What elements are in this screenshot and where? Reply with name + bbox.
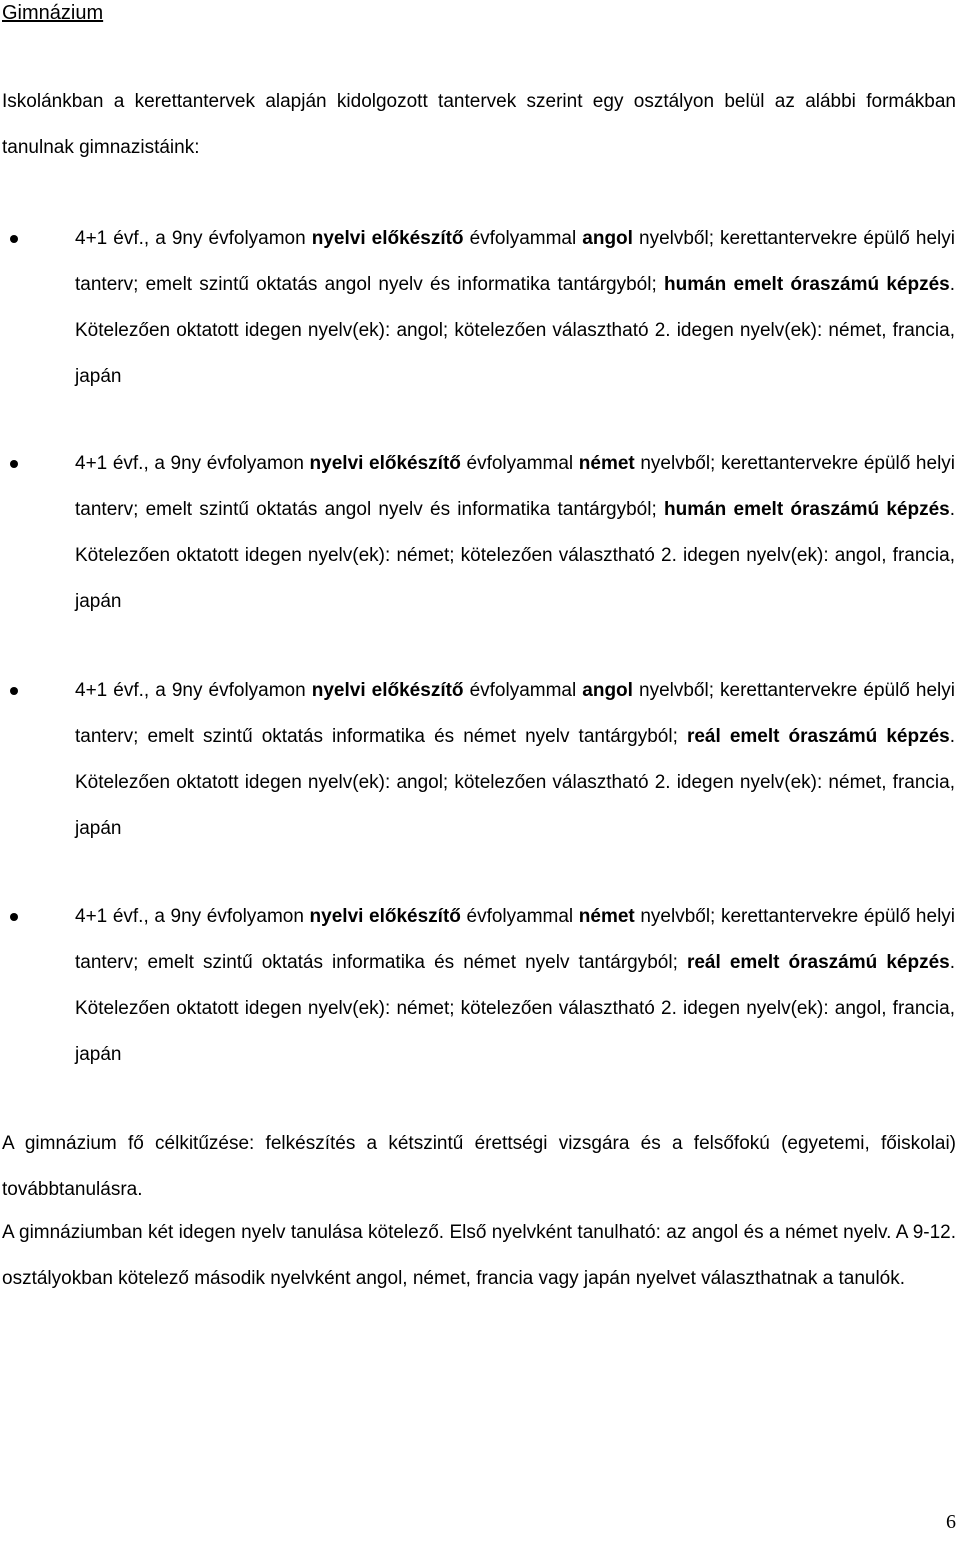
program-description xyxy=(75,894,955,1078)
text-run: nyelvből; kerettantervekre épülő helyi tanterv; emelt szintű oktatás informatika és német nyelv tantárgyból; xyxy=(75,680,955,747)
text-run: 4+1 évf., a 9ny évfolyamon xyxy=(75,228,312,249)
goal-paragraph: A gimnázium fő célkitűzése: felkészítés a kétszintű érettségi vizsgára és a felsőfokú (egyetemi, főiskolai) továbbtanulásra. xyxy=(2,1133,956,1200)
text-run: 4+1 évf., a 9ny évfolyamon xyxy=(75,906,310,927)
section-heading: Gimnázium xyxy=(2,2,104,24)
text-run: nyelvből; kerettantervekre épülő helyi tanterv; emelt szintű oktatás angol nyelv és informatika tantárgyból; xyxy=(75,453,956,520)
bullet-icon xyxy=(10,460,18,468)
emphasis-text: reál emelt óraszámú képzés xyxy=(686,952,950,973)
emphasis-text: nyelvi előkészítő xyxy=(309,453,461,474)
program-description xyxy=(75,216,955,400)
emphasis-text: nyelvi előkészítő xyxy=(311,228,464,249)
intro-paragraph: Iskolánkban a kerettantervek alapján kidolgozott tantervek szerint egy osztályon belül az alábbi formákban tanulnak gimnazistáink: xyxy=(2,91,956,158)
text-run: nyelvből; kerettantervekre épülő helyi tanterv; emelt szintű oktatás informatika és német nyelv tantárgyból; xyxy=(75,906,956,973)
text-run: . Kötelezően oktatott idegen nyelv(ek): német; kötelezően választható 2. idegen nyelv(ek): angol, francia, japán xyxy=(75,499,955,612)
program-description xyxy=(75,441,955,625)
emphasis-text: nyelvi előkészítő xyxy=(309,906,461,927)
emphasis-text: német xyxy=(578,906,635,927)
text-run: évfolyammal xyxy=(463,228,583,249)
emphasis-text: angol xyxy=(582,680,633,701)
text-run: . Kötelezően oktatott idegen nyelv(ek): angol; kötelezően választható 2. idegen nyelv(ek): német, francia, japán xyxy=(75,726,955,839)
text-run: . Kötelezően oktatott idegen nyelv(ek): angol; kötelezően választható 2. idegen nyelv(ek): német, francia, japán xyxy=(75,274,955,387)
emphasis-text: humán emelt óraszámú képzés xyxy=(664,274,950,295)
emphasis-text: német xyxy=(578,453,635,474)
text-run: évfolyammal xyxy=(463,680,583,701)
emphasis-text: nyelvi előkészítő xyxy=(311,680,464,701)
bullet-icon xyxy=(10,235,18,243)
page-number: 6 xyxy=(946,1511,956,1533)
emphasis-text: reál emelt óraszámú képzés xyxy=(686,726,950,747)
text-run: . Kötelezően oktatott idegen nyelv(ek): német; kötelezően választható 2. idegen nyelv(ek): angol, francia, japán xyxy=(75,952,955,1065)
text-run: évfolyammal xyxy=(460,453,579,474)
text-run: 4+1 évf., a 9ny évfolyamon xyxy=(75,680,312,701)
languages-paragraph: A gimnáziumban két idegen nyelv tanulása kötelező. Első nyelvként tanulható: az angol és a német nyelv. A 9-12. osztályokban kötelező második nyelvként angol, német, francia vagy japán nyelvet választhatnak a tanulók. xyxy=(2,1222,956,1289)
text-run: 4+1 évf., a 9ny évfolyamon xyxy=(75,453,310,474)
text-run: évfolyammal xyxy=(460,906,579,927)
text-run: nyelvből; kerettantervekre épülő helyi tanterv; emelt szintű oktatás angol nyelv és informatika tantárgyból; xyxy=(75,228,955,295)
emphasis-text: angol xyxy=(582,228,633,249)
emphasis-text: humán emelt óraszámú képzés xyxy=(664,499,950,520)
bullet-icon xyxy=(10,687,18,695)
bullet-icon xyxy=(10,913,18,921)
program-description xyxy=(75,668,955,852)
